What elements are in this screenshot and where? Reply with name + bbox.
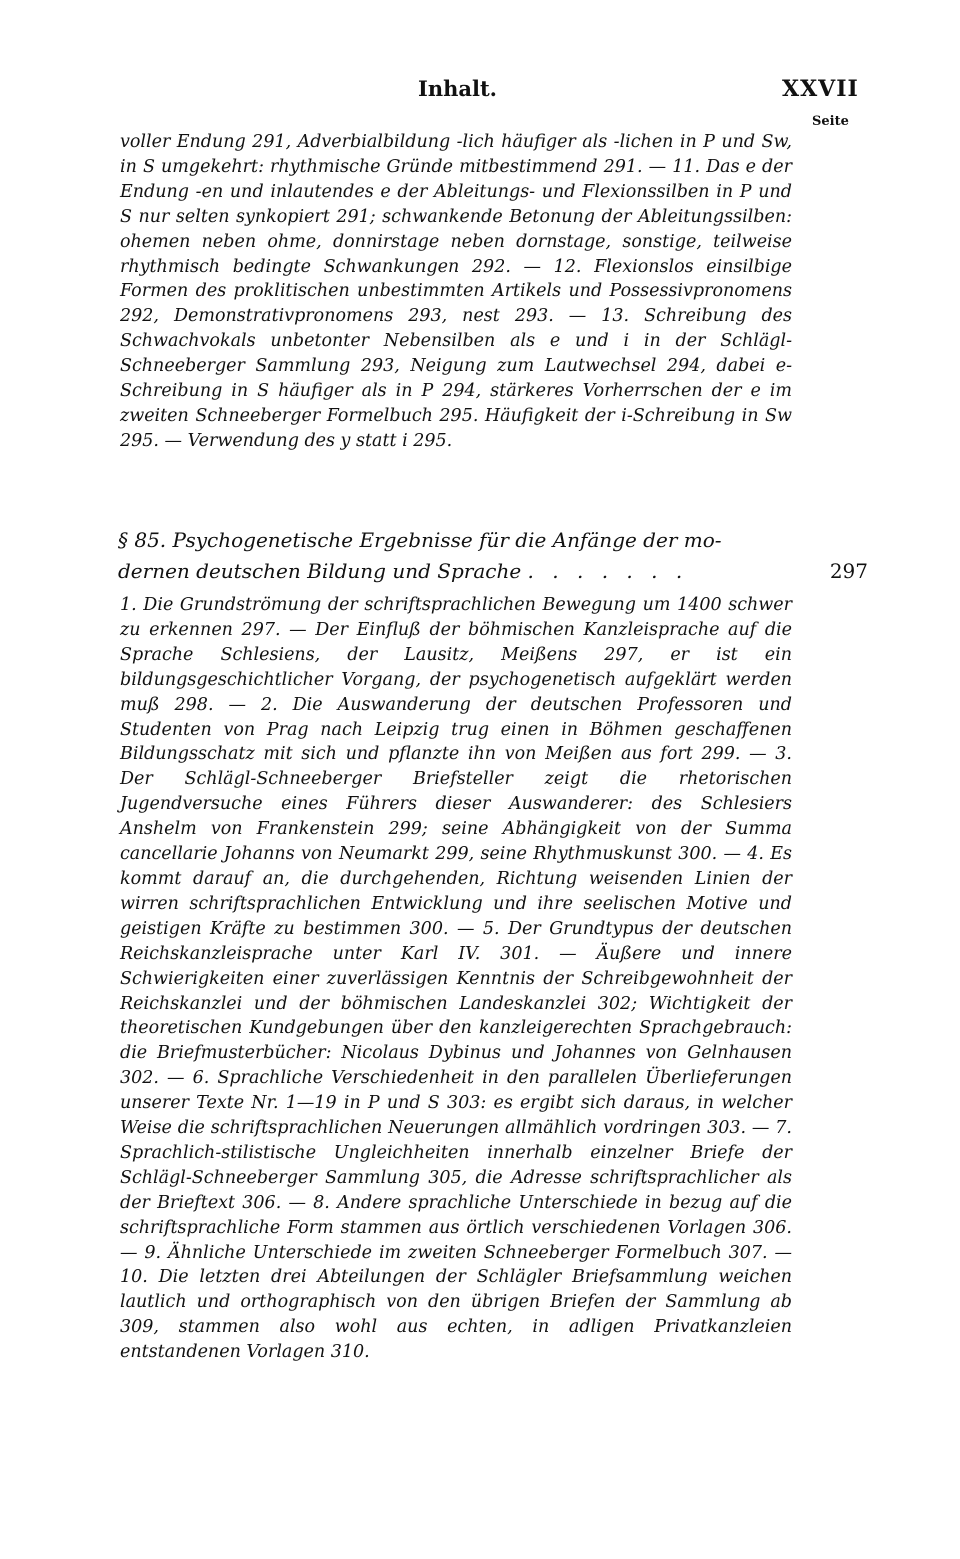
seite-label: Seite <box>812 114 849 129</box>
running-head: Inhalt. <box>418 76 497 101</box>
section-title-line-2 <box>118 556 868 587</box>
section-title-part-2: dernen deutschen Bildung und Sprache <box>118 559 522 583</box>
section-page-number: 297 <box>829 559 868 583</box>
section-title-line-1 <box>118 525 868 556</box>
section-title-part-1: Psychogenetische Ergebnisse für die Anfänge der mo- <box>172 528 722 552</box>
section-heading <box>118 525 868 587</box>
toc-entry-paragraph: 1. Die Grundströmung der schriftsprachlichen Bewegung um 1400 schwer zu erkennen 297. — Der Einfluß der böhmischen Kanzleisprache auf die Sprache Schlesiens, der Lausitz, Meißens 297, er ist ein bildungsgeschichtlicher Vorgang, der psychogenetisch aufgeklärt werden muß 298. — 2. Die Auswanderung der deutschen Professoren und Studenten von Prag nach Leipzig trug einen in Böhmen geschaffenen Bildungsschatz mit sich und pflanzte ihn von Meißen aus fort 299. — 3. Der Schlägl-Schneeberger Briefsteller zeigt die rhetorischen Jugendversuche eines Führers dieser Auswanderer: des Schlesiers Anshelm von Frankenstein 299; seine Abhängigkeit von der Summa cancellarie Johanns von Neumarkt 299, seine Rhythmuskunst 300. — 4. Es kommt darauf an, die durchgehenden, Richtung weisenden Linien der wirren schriftsprachlichen Entwicklung und ihre seelischen Motive und geistigen Kräfte zu bestimmen 300. — 5. Der Grundtypus der deutschen Reichskanzleisprache unter Karl IV. 301. — Äußere und innere Schwierigkeiten einer zuverlässigen Kenntnis der Schreibgewohnheit der Reichskanzlei und der böhmischen Landeskanzlei 302; Wichtigkeit der theoretischen Kundgebungen über den kanzleigerechten Sprachgebrauch: die Briefmusterbücher: Nicolaus Dybinus und Johannes von Gelnhausen 302. — 6. Sprachliche Verschiedenheit in den parallelen Überlieferungen unserer Texte Nr. 1—19 in P und S 303: es ergibt sich daraus, in welcher Weise die schriftsprachlichen Neuerungen allmählich vordringen 303. — 7. Sprachlich-stilistische Ungleichheiten innerhalb einzelner Briefe der Schlägl-Schneeberger Sammlung 305, die Adresse schriftsprachlicher als der Brieftext 306. — 8. Andere sprachliche Unterschiede in bezug auf die schriftsprachliche Form stammen aus örtlich verschiedenen Vorlagen 306. — 9. Ähnliche Unterschiede im zweiten Schneeberger Formelbuch 307. — 10. Die letzten drei Abteilungen der Schlägler Briefsammlung weichen lautlich und orthographisch von den übrigen Briefen der Sammlung ab 309, stammen also wohl aus echten, in adligen Privatkanzleien entstandenen Vorlagen 310. <box>120 595 792 1363</box>
page-number: XXVII <box>782 76 859 102</box>
section-number: § 85. <box>118 528 167 552</box>
leader-dots: . . . . . . . <box>527 559 689 583</box>
toc-entry-paragraph: voller Endung 291, Adverbialbildung -lich häufiger als -lichen in P und Sw, in S umgekehrt: rhythmische Gründe mitbestimmend 291. — 11. Das e der Endung -en und inlautendes e der Ableitungs- und Flexionssilben in P und S nur selten synkopiert 291; schwankende Betonung der Ableitungssilben: ohemen neben ohme, donnirstage neben dornstage, sonstige, teilweise rhythmisch bedingte Schwankungen 292. — 12. Flexionslos einsilbige Formen des proklitischen unbestimmten Artikels und Possessivpronomens 292, Demonstrativpronomens 293, nest 293. — 13. Schreibung des Schwachvokals unbetonter Nebensilben als e und i in der Schlägl-Schneeberger Sammlung 293, Neigung zum Lautwechsel 294, dabei e-Schreibung in S häufiger als in P 294, stärkeres Vorherrschen der e im zweiten Schneeberger Formelbuch 295. Häufigkeit der i-Schreibung in Sw 295. — Verwendung des y statt i 295. <box>120 132 792 451</box>
